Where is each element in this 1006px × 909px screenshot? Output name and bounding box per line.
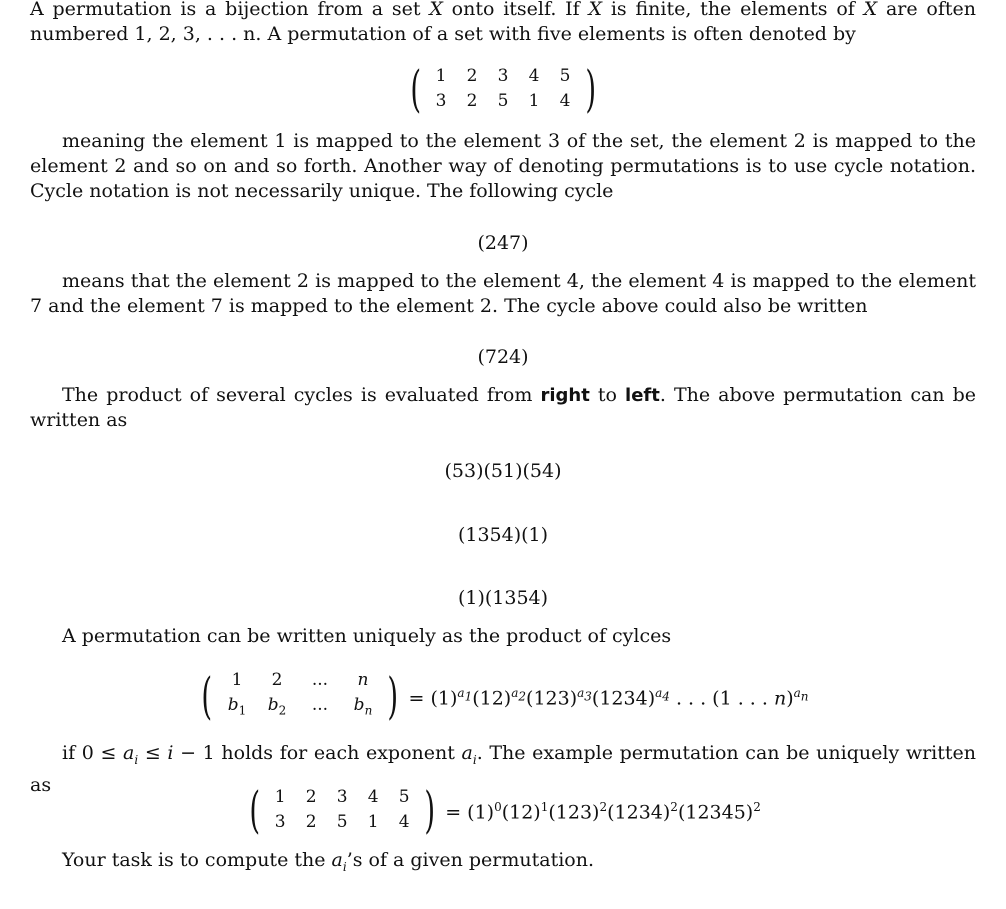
cycle-meaning-paragraph: means that the element 2 is mapped to the element 4, the element 4 is mapped to the element 7 and the element 7 is mapped to the element 2. The cycle above could also be written: [30, 270, 976, 317]
intro-paragraph: A permutation is a bijection from a set X onto itself. If X is finite, the elements of X are often numbered 1, 2, 3, . . . n. A permutation of a set with five elements is often denoted by: [30, 0, 976, 45]
left-paren: (: [410, 60, 422, 118]
right-paren: ): [584, 60, 596, 118]
exponent-condition-paragraph: if $0 \le a_i \le i - 1$ holds for each exponent $a_i$. The example permutation can be uniquely written as: [30, 742, 976, 796]
general-formula: ( 1 2 ... n $b_1$ $b_2$ ... $b_n$ ) = $(1)^{a_1}(12)^{a_2}(123)^{a_3}(1234)^{a_4}$ . . . (1 . . . n)$^{a_n}$: [201, 666, 809, 725]
meaning-paragraph: meaning the element 1 is mapped to the element 3 of the set, the element 2 is mapped to the element 2 and so on and so forth. Another way of denoting permutations is to use cycle notation. Cycle notation is not necessarily unique. The following cycle: [30, 130, 976, 202]
permutation-matrix: ( 1 2 3 4 5 3 2 5 1 4 ): [410, 60, 596, 118]
unique-product-paragraph: A permutation can be written uniquely as the product of cylces: [62, 625, 672, 647]
cycle-724: (724): [477, 346, 529, 368]
product-2: (1354)(1): [457, 524, 549, 546]
example-formula: ( 1 2 3 4 5 3 2 5 1 4 ) = $(1)^0(12)^1(123)^2(1234)^2(12345)^2$: [249, 781, 761, 839]
product-3: (1)(1354): [457, 587, 549, 609]
product-1: (53)(51)(54): [444, 460, 562, 482]
product-paragraph: The product of several cycles is evaluated from right to left. The above permutation can be written as: [30, 384, 976, 431]
cycle-247: (247): [477, 232, 529, 254]
task-paragraph: Your task is to compute the $a_i’s$ of a given permutation.: [62, 849, 595, 874]
